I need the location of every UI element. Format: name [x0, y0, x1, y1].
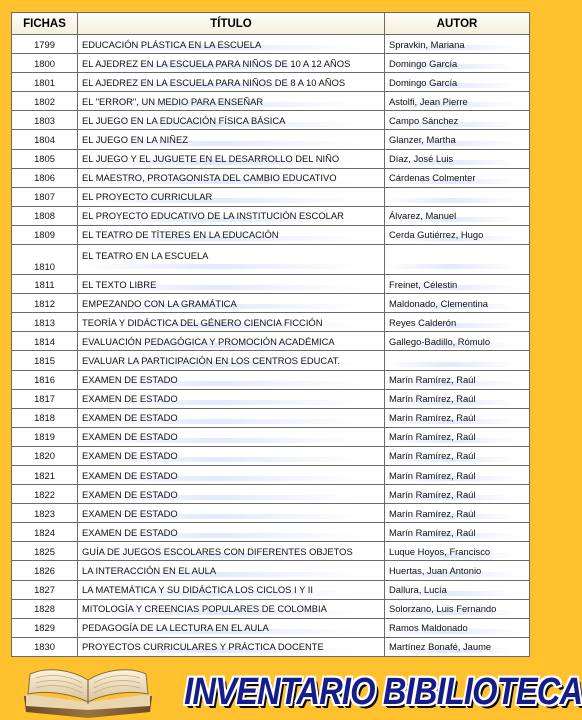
titulo-cell: EL AJEDREZ EN LA ESCUELA PARA NIÑOS DE 10 A 12 AÑOS [78, 54, 385, 73]
titulo-cell: EXAMEN DE ESTADO [78, 446, 385, 465]
table-row [12, 130, 530, 149]
titulo-cell: EL MAESTRO, PROTAGONISTA DEL CAMBIO EDUCATIVO [78, 168, 385, 187]
inventory-table [11, 12, 530, 657]
autor-cell: Glanzer, Martha [385, 130, 530, 149]
autor-cell: Díaz, José Luis [385, 149, 530, 168]
ficha-cell: 1809 [12, 225, 78, 244]
titulo-cell: LA INTERACCIÓN EN EL AULA [78, 561, 385, 580]
titulo-cell: LA MATEMÁTICA Y SU DIDÁCTICA LOS CICLOS I Y II [78, 580, 385, 599]
titulo-cell: EXAMEN DE ESTADO [78, 485, 385, 504]
ficha-cell: 1811 [12, 275, 78, 294]
autor-cell: Marín Ramírez, Raúl [385, 370, 530, 389]
ficha-cell: 1801 [12, 73, 78, 92]
table-row [12, 35, 530, 54]
ficha-cell: 1806 [12, 168, 78, 187]
autor-cell: Domingo García [385, 54, 530, 73]
ficha-cell: 1803 [12, 111, 78, 130]
titulo-cell: EDUCACIÓN PLÁSTICA EN LA ESCUELA [78, 35, 385, 54]
table-row [12, 523, 530, 542]
table-row [12, 542, 530, 561]
autor-cell: Martínez Bonafé, Jaume [385, 637, 530, 656]
ficha-cell: 1818 [12, 408, 78, 427]
autor-cell: Campo Sánchez [385, 111, 530, 130]
table-row [12, 313, 530, 332]
titulo-cell: EL JUEGO EN LA NIÑEZ [78, 130, 385, 149]
titulo-cell: EL AJEDREZ EN LA ESCUELA PARA NIÑOS DE 8 A 10 AÑOS [78, 73, 385, 92]
autor-cell: Ramos Maldonado [385, 618, 530, 637]
titulo-cell: EL TEXTO LIBRE [78, 275, 385, 294]
table-row [12, 275, 530, 294]
ficha-cell: 1805 [12, 149, 78, 168]
autor-cell: Marín Ramírez, Raúl [385, 485, 530, 504]
ficha-cell: 1807 [12, 187, 78, 206]
table-row [12, 92, 530, 111]
titulo-cell: EXAMEN DE ESTADO [78, 523, 385, 542]
autor-cell [385, 245, 530, 275]
titulo-cell: EL PROYECTO CURRICULAR [78, 187, 385, 206]
table-row [12, 187, 530, 206]
table-row [12, 332, 530, 351]
autor-cell: Álvarez, Manuel [385, 206, 530, 225]
table-row [12, 504, 530, 523]
ficha-cell: 1804 [12, 130, 78, 149]
header-fichas: FICHAS [12, 13, 78, 35]
autor-cell: Marín Ramírez, Raúl [385, 408, 530, 427]
ficha-cell: 1829 [12, 618, 78, 637]
table-row [12, 168, 530, 187]
ficha-cell: 1802 [12, 92, 78, 111]
titulo-cell: EL TEATRO DE TÍTERES EN LA EDUCACIÓN [78, 225, 385, 244]
ficha-cell: 1822 [12, 485, 78, 504]
ficha-cell: 1820 [12, 446, 78, 465]
ficha-cell: 1830 [12, 637, 78, 656]
table-row [12, 370, 530, 389]
ficha-cell: 1815 [12, 351, 78, 370]
titulo-cell: EL JUEGO EN LA EDUCACIÓN FÍSICA BÁSICA [78, 111, 385, 130]
table-row [12, 408, 530, 427]
titulo-cell: EXAMEN DE ESTADO [78, 465, 385, 484]
table-row [12, 245, 530, 275]
ficha-cell: 1827 [12, 580, 78, 599]
titulo-cell: EVALUACIÓN PEDAGÓGICA Y PROMOCIÓN ACADÉMICA [78, 332, 385, 351]
ficha-cell: 1821 [12, 465, 78, 484]
titulo-cell: EL PROYECTO EDUCATIVO DE LA INSTITUCIÓN ESCOLAR [78, 206, 385, 225]
table-row [12, 73, 530, 92]
table-row [12, 465, 530, 484]
autor-cell: Cárdenas Colmenter [385, 168, 530, 187]
table-row [12, 351, 530, 370]
autor-cell: Dallura, Lucía [385, 580, 530, 599]
table-row [12, 206, 530, 225]
ficha-cell: 1819 [12, 427, 78, 446]
ficha-cell: 1799 [12, 35, 78, 54]
table-row [12, 111, 530, 130]
titulo-cell: PEDAGOGÍA DE LA LECTURA EN EL AULA [78, 618, 385, 637]
ficha-cell: 1816 [12, 370, 78, 389]
banner-title: INVENTARIO BIBILIOTECA [184, 671, 582, 713]
autor-cell: Gallego-Badillo, Rómulo [385, 332, 530, 351]
ficha-cell: 1823 [12, 504, 78, 523]
table-row [12, 637, 530, 656]
ficha-cell: 1826 [12, 561, 78, 580]
ficha-cell: 1817 [12, 389, 78, 408]
autor-cell: Marín Ramírez, Raúl [385, 389, 530, 408]
table-row [12, 485, 530, 504]
header-row [12, 13, 530, 35]
titulo-cell: EL "ERROR", UN MEDIO PARA ENSEÑAR [78, 92, 385, 111]
header-autor: AUTOR [385, 13, 530, 35]
titulo-cell: EXAMEN DE ESTADO [78, 370, 385, 389]
autor-cell: Marín Ramírez, Raúl [385, 446, 530, 465]
table-body [12, 35, 530, 657]
ficha-cell: 1813 [12, 313, 78, 332]
table-row [12, 580, 530, 599]
table-row [12, 54, 530, 73]
autor-cell [385, 187, 530, 206]
titulo-cell: EL JUEGO Y EL JUGUETE EN EL DESARROLLO DEL NIÑO [78, 149, 385, 168]
ficha-cell: 1828 [12, 599, 78, 618]
ficha-cell: 1812 [12, 294, 78, 313]
autor-cell: Marín Ramírez, Raúl [385, 504, 530, 523]
open-book-icon [18, 660, 158, 720]
table-row [12, 149, 530, 168]
table-row [12, 427, 530, 446]
table-row [12, 618, 530, 637]
table-row [12, 294, 530, 313]
ficha-cell: 1800 [12, 54, 78, 73]
table-row [12, 389, 530, 408]
table-row [12, 561, 530, 580]
autor-cell: Huertas, Juan Antonio [385, 561, 530, 580]
table-row [12, 446, 530, 465]
titulo-cell: EVALUAR LA PARTICIPACIÓN EN LOS CENTROS EDUCAT. [78, 351, 385, 370]
autor-cell: Cerda Gutiérrez, Hugo [385, 225, 530, 244]
ficha-cell: 1808 [12, 206, 78, 225]
autor-cell: Marín Ramírez, Raúl [385, 523, 530, 542]
titulo-cell: EMPEZANDO CON LA GRAMÁTICA [78, 294, 385, 313]
autor-cell: Marín Ramírez, Raúl [385, 465, 530, 484]
table-row [12, 225, 530, 244]
ficha-cell: 1814 [12, 332, 78, 351]
autor-cell: Astolfi, Jean Pierre [385, 92, 530, 111]
autor-cell: Spravkin, Mariana [385, 35, 530, 54]
ficha-cell: 1824 [12, 523, 78, 542]
ficha-cell: 1825 [12, 542, 78, 561]
table-row [12, 599, 530, 618]
autor-cell [385, 351, 530, 370]
autor-cell: Domingo García [385, 73, 530, 92]
titulo-cell: TEORÍA Y DIDÁCTICA DEL GÉNERO CIENCIA FICCIÓN [78, 313, 385, 332]
titulo-cell: EXAMEN DE ESTADO [78, 408, 385, 427]
autor-cell: Solorzano, Luis Fernando [385, 599, 530, 618]
titulo-cell: MITOLOGÍA Y CREENCIAS POPULARES DE COLOMBIA [78, 599, 385, 618]
titulo-cell: GUÍA DE JUEGOS ESCOLARES CON DIFERENTES OBJETOS [78, 542, 385, 561]
titulo-cell: EL TEATRO EN LA ESCUELA [78, 245, 385, 275]
autor-cell: Marín Ramírez, Raúl [385, 427, 530, 446]
ficha-cell: 1810 [12, 245, 78, 275]
autor-cell: Freinet, Célestin [385, 275, 530, 294]
titulo-cell: PROYECTOS CURRICULARES Y PRÁCTICA DOCENTE [78, 637, 385, 656]
autor-cell: Luque Hoyos, Francisco [385, 542, 530, 561]
header-titulo: TÍTULO [78, 13, 385, 35]
autor-cell: Maldonado, Clementina [385, 294, 530, 313]
titulo-cell: EXAMEN DE ESTADO [78, 427, 385, 446]
titulo-cell: EXAMEN DE ESTADO [78, 389, 385, 408]
titulo-cell: EXAMEN DE ESTADO [78, 504, 385, 523]
autor-cell: Reyes Calderón [385, 313, 530, 332]
